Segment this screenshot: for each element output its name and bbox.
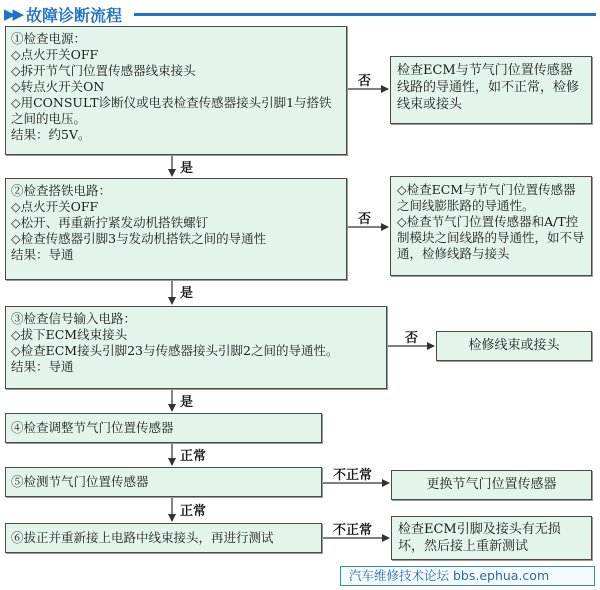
label-normal-1: 正常 — [180, 449, 207, 464]
label-abnormal-2: 不正常 — [333, 523, 373, 538]
step-line: ◇松开、再重新拧紧发动机搭铁螺钉 — [11, 215, 209, 230]
label-no-3: 否 — [405, 331, 419, 346]
watermark-footer: 汽车维修技术论坛 bbs.ephua.com — [340, 566, 595, 586]
step-line: ◇点火开关OFF — [11, 199, 99, 214]
step-6-box — [5, 523, 322, 553]
page-title: 故障诊断流程 — [26, 6, 123, 25]
label-yes-2: 是 — [180, 286, 194, 301]
header-arrow-icon: ▶▶ — [4, 5, 22, 23]
label-no-1: 否 — [358, 74, 372, 89]
result-5-box — [391, 516, 592, 560]
step-1-box — [5, 26, 347, 155]
step-line: 结果：约5V。 — [11, 127, 91, 142]
step-line: ◇检查传感器引脚3与发动机搭铁之间的导通性 — [11, 231, 267, 246]
step-line: ⑥拔正并重新接上电路中线束接头，再进行测试 — [11, 530, 274, 545]
step-line: ②检查搭铁电路： — [11, 183, 112, 198]
result-3-box — [436, 331, 592, 361]
result-4-box — [391, 470, 592, 500]
result-line: 检修线束或接头 — [468, 338, 560, 353]
label-yes-1: 是 — [180, 161, 194, 176]
result-line: ◇检查节气门位置传感器和A/T控制模块之间线路的导通性，如不导通，检修线路与接头 — [397, 214, 585, 261]
step-line: 结果：导通 — [11, 247, 74, 262]
step-line: ◇拆开节气门位置传感器线束接头 — [11, 63, 196, 78]
step-3-box — [5, 306, 387, 389]
step-2-box — [5, 178, 347, 280]
step-5-box — [5, 467, 322, 497]
step-line: ③检查信号输入电路： — [11, 311, 137, 326]
label-abnormal-1: 不正常 — [333, 468, 373, 483]
result-line: 检查ECM引脚及接头有无损坏，然后接上重新测试 — [398, 522, 561, 554]
step-line: ①检查电源： — [11, 31, 87, 46]
step-line: ◇用CONSULT诊断仪或电表检查传感器接头引脚1与搭铁之间的电压。 — [11, 95, 332, 126]
step-line: ◇检查ECM接头引脚23与传感器接头引脚2之间的导通性。 — [11, 343, 339, 358]
result-line: 更换节气门位置传感器 — [426, 477, 557, 492]
step-line: ◇点火开关OFF — [11, 47, 99, 62]
label-normal-2: 正常 — [180, 504, 207, 519]
result-1-box — [390, 56, 592, 124]
label-yes-3: 是 — [180, 395, 194, 410]
label-no-2: 否 — [358, 212, 372, 227]
result-line: ◇检查ECM与节气门位置传感器之间线膨胀路的导通性。 — [397, 182, 576, 213]
step-4-box — [5, 413, 322, 443]
step-line: 结果：导通 — [11, 359, 74, 374]
result-line: 检查ECM与节气门位置传感器线路的导通性，如不正常，检修线束或接头 — [397, 63, 580, 112]
step-line: ◇转点火开关ON — [11, 79, 105, 94]
step-line: ⑤检测节气门位置传感器 — [11, 474, 149, 489]
step-line: ④检查调整节气门位置传感器 — [11, 420, 174, 435]
result-2-box — [390, 176, 592, 276]
step-line: ◇拔下ECM线束接头 — [11, 327, 128, 342]
